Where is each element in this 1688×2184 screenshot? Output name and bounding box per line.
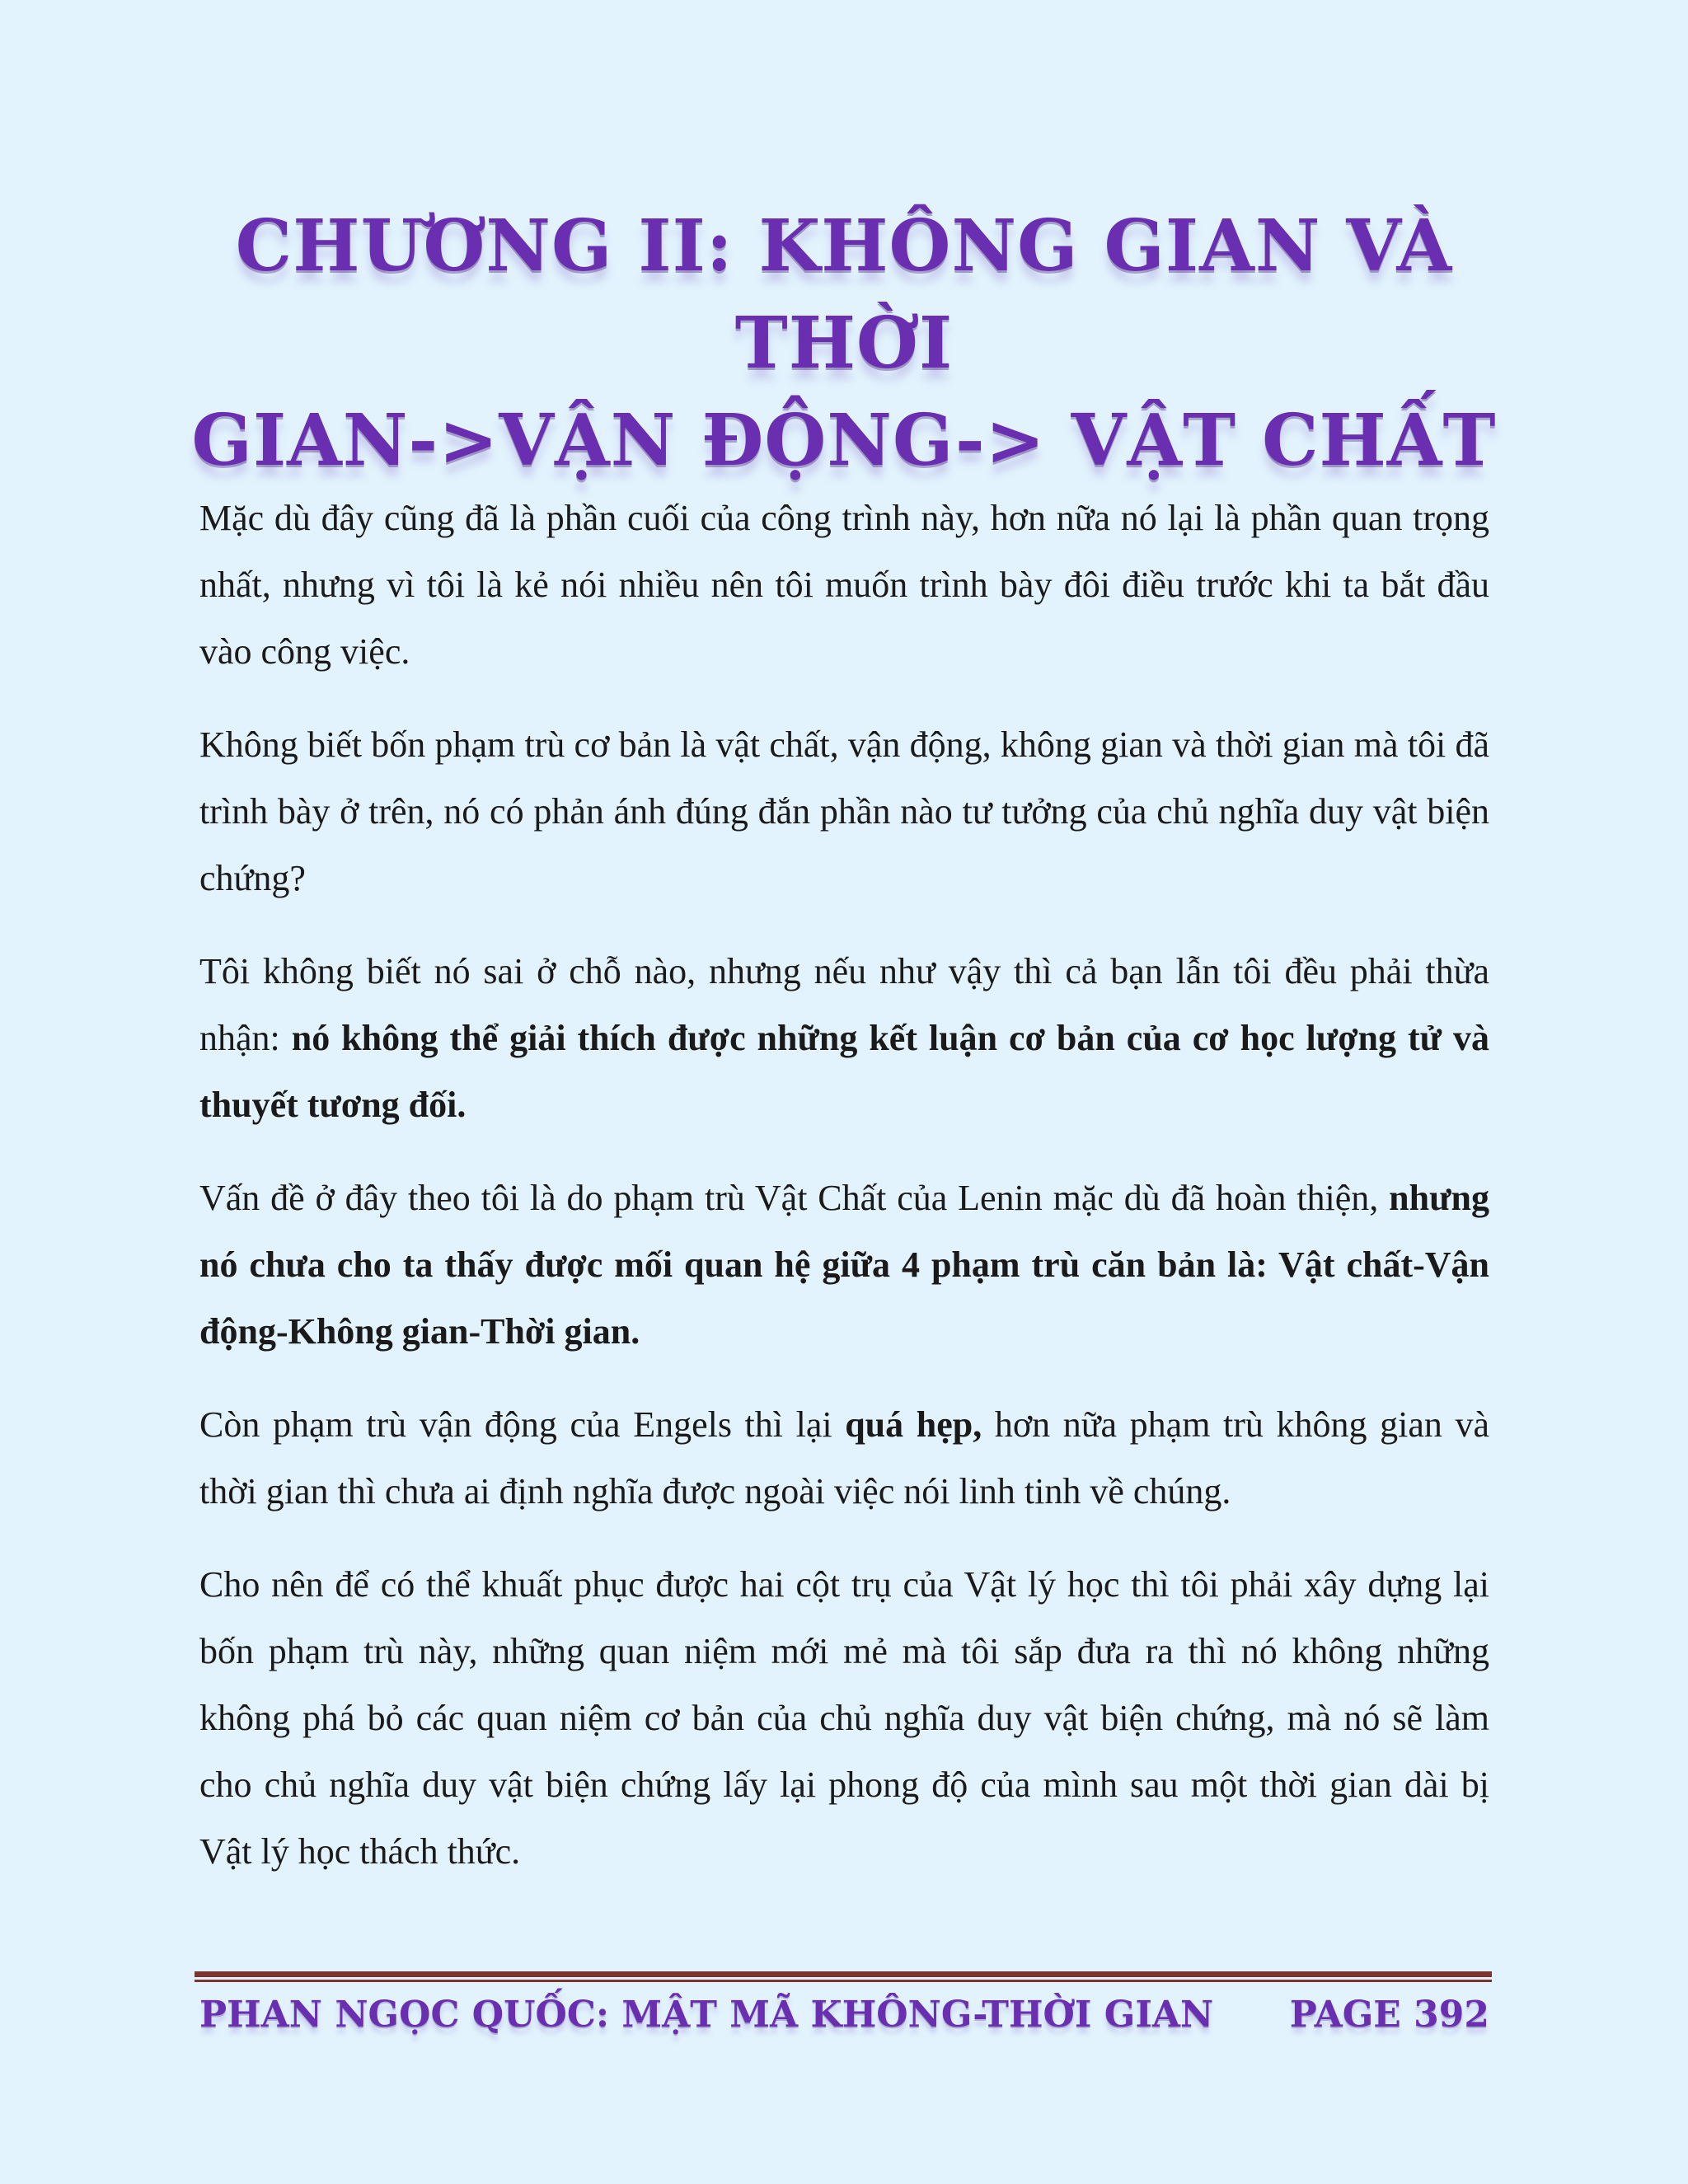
- footer-page-number: PAGE 392: [1289, 1994, 1489, 2036]
- chapter-title-line-2: GIAN->VẬN ĐỘNG-> VẬT CHẤT: [191, 399, 1497, 482]
- paragraph-5-text-b: hơn nữa phạm trù không gian và thời gian thì chưa ai định nghĩa được ngoài việc nói linh tinh về chúng.: [199, 1404, 1490, 1511]
- chapter-title-line-1: CHƯƠNG II: KHÔNG GIAN VÀ THỜI: [235, 204, 1453, 385]
- paragraph-2: Không biết bốn phạm trù cơ bản là vật chất, vận động, không gian và thời gian mà tôi đã trình bày ở trên, nó có phản ánh đúng đắn phần nào tư tưởng của chủ nghĩa duy vật biện chứng?: [199, 724, 1489, 898]
- footer-divider-thin: [195, 1980, 1492, 1982]
- body-text: [199, 485, 1489, 1911]
- page-footer: [199, 1986, 1489, 2044]
- chapter-title: [132, 198, 1556, 490]
- paragraph-3-text: Tôi không biết nó sai ở chỗ nào, nhưng nếu như vậy thì cả bạn lẫn tôi đều phải thừa nhận:: [199, 951, 1489, 1058]
- paragraph-5-emphasis: quá hẹp,: [845, 1404, 982, 1445]
- paragraph-5: [199, 1391, 1489, 1525]
- paragraph-4-text: Vấn đề ở đây theo tôi là do phạm trù Vật Chất của Lenin mặc dù đã hoàn thiện,: [199, 1178, 1390, 1218]
- paragraph-3-emphasis: nó không thể giải thích được những kết luận cơ bản của cơ học lượng tử và thuyết tương đối.: [199, 1018, 1489, 1125]
- paragraph-4-emphasis: nhưng nó chưa cho ta thấy được mối quan hệ giữa 4 phạm trù căn bản là: Vật chất-Vận động-Không gian-Thời gian.: [199, 1178, 1489, 1352]
- paragraph-5-text-a: Còn phạm trù vận động của Engels thì lại: [199, 1404, 846, 1445]
- paragraph-4: [199, 1165, 1489, 1365]
- footer-divider-thick: [195, 1971, 1492, 1977]
- paragraph-3: [199, 938, 1489, 1138]
- paragraph-1: Mặc dù đây cũng đã là phần cuối của công trình này, hơn nữa nó lại là phần quan trọng nhất, nhưng vì tôi là kẻ nói nhiều nên tôi muốn trình bày đôi điều trước khi ta bắt đầu vào công việc.: [199, 498, 1489, 672]
- footer-book-title: PHAN NGỌC QUỐC: MẬT MÃ KHÔNG-THỜI GIAN: [199, 1994, 1214, 2036]
- paragraph-6: Cho nên để có thể khuất phục được hai cột trụ của Vật lý học thì tôi phải xây dựng lại bốn phạm trù này, những quan niệm mới mẻ mà tôi sắp đưa ra thì nó không những không phá bỏ các quan niệm cơ bản của chủ nghĩa duy vật biện chứng, mà nó sẽ làm cho chủ nghĩa duy vật biện chứng lấy lại phong độ của mình sau một thời gian dài bị Vật lý học thách thức.: [199, 1564, 1489, 1872]
